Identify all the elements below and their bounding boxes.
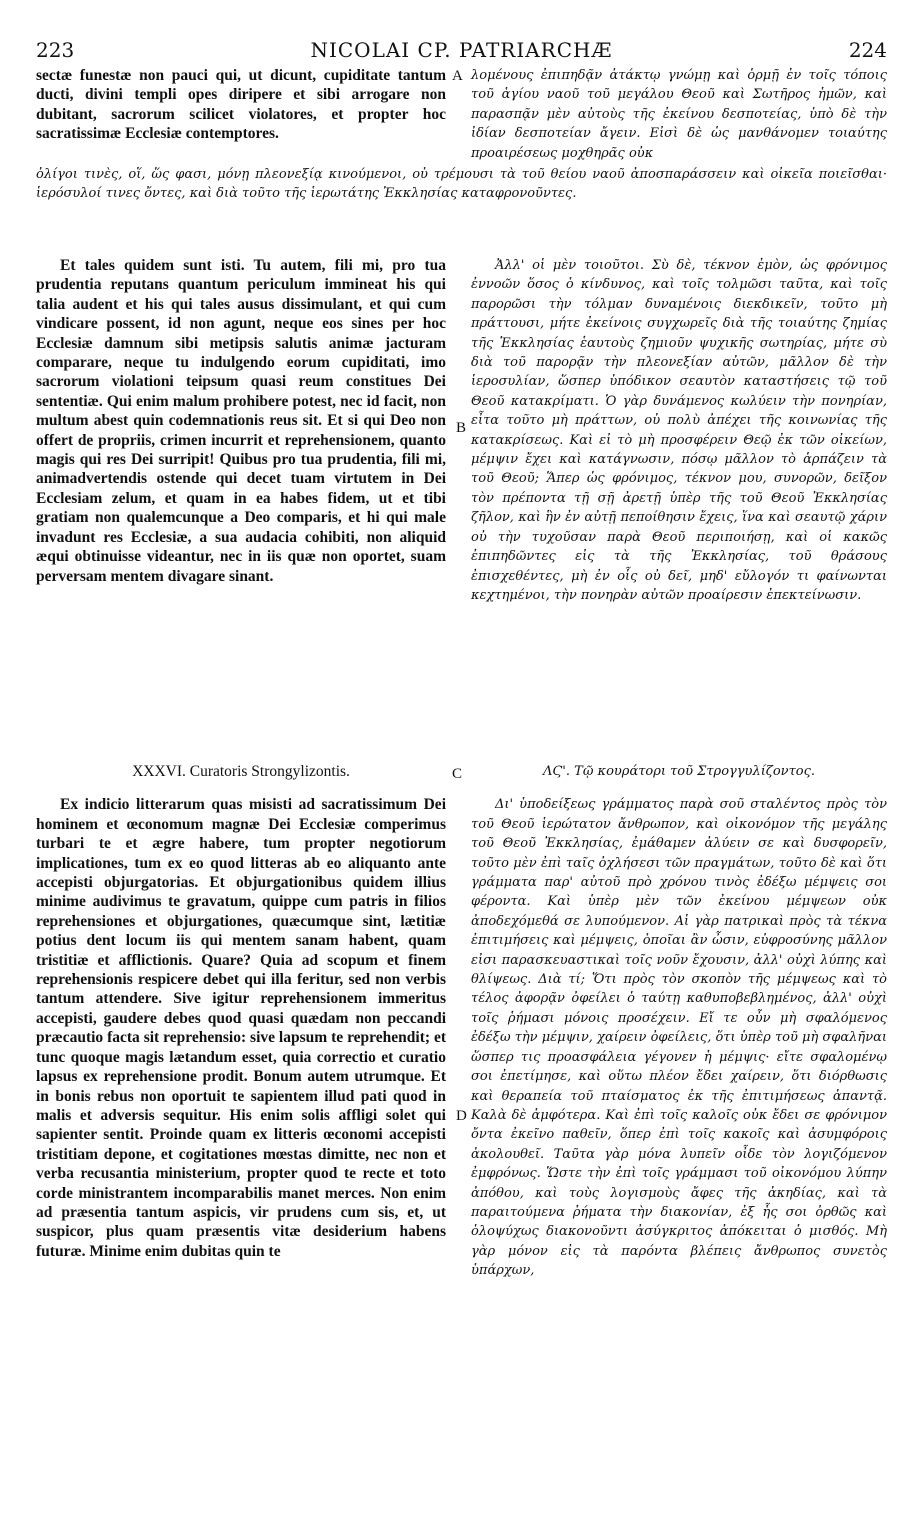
margin-marker-b: B <box>456 420 467 436</box>
page-number-right: 224 <box>848 38 887 62</box>
page-number-left: 223 <box>36 38 75 62</box>
latin-column-section <box>36 762 446 1261</box>
greek-fullwidth-line <box>36 165 887 204</box>
greek-section-title: ΛϚ'. Τῷ κουράτορι τοῦ Στρογγυλίζοντος. <box>542 764 816 779</box>
latin-column-mid <box>36 256 446 586</box>
latin-paragraph-2: Et tales quidem sunt isti. Tu autem, fili mi, pro tua prudentia reputans quantum periculum immineat his qui talia audent et his qui tales ausus dissimulant, et qui cum vindicare possent, id non agunt, neque eos sines per hoc Ecclesiæ damnum sibi metipsis salutis animæ jacturam comparare, neque tu indulgendo eorum cupiditati, imo sacrorum violationi teipsum quasi reum constitues Dei sententiæ. Qui enim malum prohibere potest, nec id facit, non multum abest quin codemnationis reus sit. Et si qui Deo non offert de propriis, crimen incurrit et reprehensionem, quanto magis qui res Dei surripit! Quibus pro tua prudentia, fili mi, animadvertendis ostende qui decet tuam virtutem in Dei Ecclesiam zelum, et quam in ea habes fidem, ut et tibi gratiam non qualemcunque a Deo comparis, et hi qui male invadunt res Ecclesiæ, a sua audacia cohibiti, non aliquid æqui obtinuisse videantur, nec in iis quæ non oportet, suam perversam mentem divagare sinant. <box>36 257 446 585</box>
greek-paragraph-1: λομένους ἐπιπηδᾷν ἀτάκτῳ γνώμῃ καὶ ὁρμῇ ἐν τοῖς τόποις τοῦ ἁγίου ναοῦ τοῦ μεγάλου Θεοῦ καὶ Σωτῆρος ἡμῶν, καὶ παρασπᾷν μὲν αὐτοὺς τῆς ἐκείνου δεσποτείας, ὑπὸ δὲ τὴν ἰδίαν δεσποτείαν ἄγειν. Εἰσὶ δὲ ὡς μανθάνομεν τοιαύτης προαιρέσεως μοχθηρᾶς οὐκ <box>471 68 887 161</box>
greek-paragraph-3: Δι' ὑποδείξεως γράμματος παρὰ σοῦ σταλέντος πρὸς τὸν τοῦ Θεοῦ ἱερώτατον ἄνθρωπον, καὶ οἰκονόμον τῆς μεγάλης τοῦ Θεοῦ Ἐκκλησίας, ἐμάθαμεν ἀλύειν σε καὶ δυσφορεῖν, τοῦτο μὲν ἐπὶ ταῖς ὀχλήσεσι τῶν πραγμάτων, τοῦτο δὲ καὶ ὅτι γράμματα παρ' αὐτοῦ πρὸ χρόνου τινὸς ἐδέξω μέμψεις σοι φέροντα. Καὶ ὑπὲρ μὲν τῶν ἐκείνου μέμψεων οὐκ ἀποδεχόμεθά σε λυπούμενον. Αἱ γὰρ πατρικαὶ πρὸς τὰ τέκνα ἐπιτιμήσεις καὶ μέμψεις, ὁποῖαι ἂν ὦσιν, εὐφροσύνης μᾶλλον εἰσι παρασκευαστικαὶ τοῖς νοῦν ἔχουσιν, ἀλλ' οὐχὶ λύπης καὶ θλίψεως. Διὰ τί; Ὅτι πρὸς τὸν σκοπὸν τῆς μέμψεως καὶ τὸ τέλος ἀφορᾷν ὀφείλει ὁ ταύτῃ καθυποβεβλημένος, ἀλλ' οὐχὶ τοῖς ῥήμασι μόνοις προσέχειν. Εἴ τε οὖν μὴ σφαλόμενος ἐδέξω τὴν μέμψιν, χαίρειν ὀφείλεις, ὅτι ὑπὲρ τοῦ μὴ σφαλῆναι ὥσπερ τις προασφάλεια γέγονεν ἡ μέμψις· εἴτε σφαλομένῳ σοι ἐπετίμησε, καὶ οὕτω πλέον ἔδει χαίρειν, ὅτι διόρθωσις καὶ θεραπεία τοῦ πταίσματος ἐκ τῆς ἐπιτιμήσεως ἀπαντᾷ. Καλὰ δὲ ἀμφότερα. Καὶ ἐπὶ τοῖς καλοῖς οὐκ ἔδει σε φρόνιμον ὄντα ἐκεῖνο παθεῖν, ὅπερ ἐπὶ τοῖς κακοῖς καὶ ἀσυμφόροις ἀκολουθεῖ. Ταῦτα γὰρ μόνα λυπεῖν οἶδε τὸν λογιζόμενον ἐμφρόνως. Ὥστε τὴν ἐπὶ τοῖς γράμμασι τοῦ οἰκονόμου λύπην ἀπόθου, καὶ τοὺς λογισμοὺς ἄφες τῆς ἀκηδίας, καὶ τὰ παραιτούμενα ῥήματα τὴν διακονίαν, ἐξ ἧς σοι ὀρθῶς καὶ ὁλοψύχως διακονοῦντι ἀσύγκριτος ἀπόκειται ὁ μισθός. Μὴ γὰρ μόνον εἰς τὰ παρόντα βλέπεις ἄνθρωπος συνετὸς ὑπάρχων, <box>471 797 887 1279</box>
running-title: NICOLAI CP. PATRIARCHÆ <box>310 38 613 62</box>
margin-marker-a: A <box>452 68 463 84</box>
page-header <box>36 38 887 64</box>
greek-column-top <box>471 66 887 163</box>
latin-column-top <box>36 66 446 144</box>
greek-paragraph-2: Ἀλλ' οἱ μὲν τοιοῦτοι. Σὺ δὲ, τέκνον ἐμὸν, ὡς φρόνιμος ἐννοῶν ὅσος ὁ κίνδυνος, καὶ τοῖς τολμῶσι ταῦτα, καὶ τοῖς παρορῶσι τὴν τόλμαν δυναμένοις διεκδικεῖν, τοῦτο μὴ πράττουσι, μήτε ἐκείνοις συγχωρεῖς διὰ τῆς τοιαύτης ζημίας τῆς Ἐκκλησίας ἑαυτοὺς ζημιοῦν ψυχικῆς σωτηρίας, μήτε σὺ διὰ τοῦ παρορᾷν τὴν πλεονεξίαν αὐτῶν, μᾶλλον δὲ τὴν ἱεροσυλίαν, ὥσπερ ὑπόδικον σεαυτὸν καταστήσεις τῷ τοῦ Θεοῦ κατακρίματι. Ὁ γὰρ δυνάμενος κωλύειν τὴν πονηρίαν, εἶτα τοῦτο μὴ πράττων, οὐ πολὺ ἀπέχει τῆς κοινωνίας τῆς κατακρίσεως. Καὶ εἰ τὸ μὴ προσφέρειν Θεῷ ἐκ τῶν οἰκείων, μέμψιν ἔχει καὶ κατάγνωσιν, πόσῳ μᾶλλον τὸ ἁρπάζειν τὰ τοῦ Θεοῦ; Ἅπερ ὡς φρόνιμος, τέκνον μου, συνορῶν, δεῖξον τὸν πρέποντα τῇ σῇ ἀρετῇ ὑπὲρ τῆς τοῦ Θεοῦ Ἐκκλησίας ζῆλον, καὶ ἣν ἐν αὐτῇ πεποίθησιν ἔχεις, ἵνα καὶ σεαυτῷ χάριν οὐ τὴν τυχοῦσαν παρὰ Θεοῦ περιποιήσῃ, καὶ οἱ κακῶς ἐπιπηδῶντες εἰς τὰ τῆς Ἐκκλησίας, τοῦ θράσους ἐπισχεθέντες, μὴ ἐν οἷς οὐ δεῖ, μηδ' εὔλογόν τι φαίνωνται κεχτημένοι, τὴν πονηρὰν αὐτῶν προαίρεσιν ἐπεκτείνωσιν. <box>471 258 887 603</box>
margin-marker-d: D <box>456 1108 467 1124</box>
latin-paragraph-3: Ex indicio litterarum quas misisti ad sacratissimum Dei hominem et œconomum magnæ Dei Ecclesiæ comperimus turbari te et ægre habere, tum propter negotiorum implicationes, tum ex eo quod litteras ab eo aliquanto ante accepisti objurgatorias. Et objurgationibus quidem illius minime audivimus te gravatum, quippe cum patris in filios reprehensiones et objurgationes, quæcumque sint, lætitiæ potius dent locum iis qui mentem sanam habent, quam tristitiæ et afflictionis. Quare? Quia ad scopum et finem reprehensionis respicere debet qui illa feritur, sed non verbis tantum attendere. Sive igitur reprehensionem immeritus accepisti, gaudere debes quod quasi quædam non peccandi præcautio facta sit reprehensio: sive lapsum te reprehendit; et tunc quoque magis lætandum esset, quia correctio et curatio lapsus ex reprehensione prodit. Bonum autem utrumque. Et in bonis rebus non oportuit te sapientem illud pati quod in malis et adversis sequitur. His enim solis affligi solet qui sapienter sentit. Proinde quam ex litteris œconomi accepisti tristitiam depone, et cogitationes mœstas dimitte, nec non et verba recusantia ministerium, propter quod te recte et toto corde ministrantem incomparabilis manet merces. Non enim ad præsentia tantum aspicis, vir prudens cum sis, et, ut suspicor, plus quam præsentis vitæ desiderium habens futuræ. Minime enim dubitas quin te <box>36 796 446 1260</box>
greek-fullwidth-text: ὀλίγοι τινὲς, οἵ, ὥς φασι, μόνῃ πλεονεξίᾳ κινούμενοι, οὐ τρέμουσι τὰ τοῦ θείου ναοῦ ἀποσπαράσσειν καὶ οἰκεῖα ποιεῖσθαι· ἱερόσυλοί τινες ὄντες, καὶ διὰ τοῦτο τῆς ἱερωτάτης Ἐκκλησίας καταφρονοῦντες. <box>36 167 887 202</box>
margin-marker-c: C <box>452 766 463 782</box>
greek-column-section <box>471 762 887 1281</box>
latin-section-title: XXXVI. Curatoris Strongylizontis. <box>132 763 350 780</box>
greek-column-mid <box>471 256 887 605</box>
latin-paragraph-1: sectæ funestæ non pauci qui, ut dicunt, cupiditate tantum ducti, divini templi opes diripere et sibi arrogare non dubitant, sacrorum scilicet violatores, et propter hoc sacratissimæ Ecclesiæ contemptores. <box>36 67 446 143</box>
